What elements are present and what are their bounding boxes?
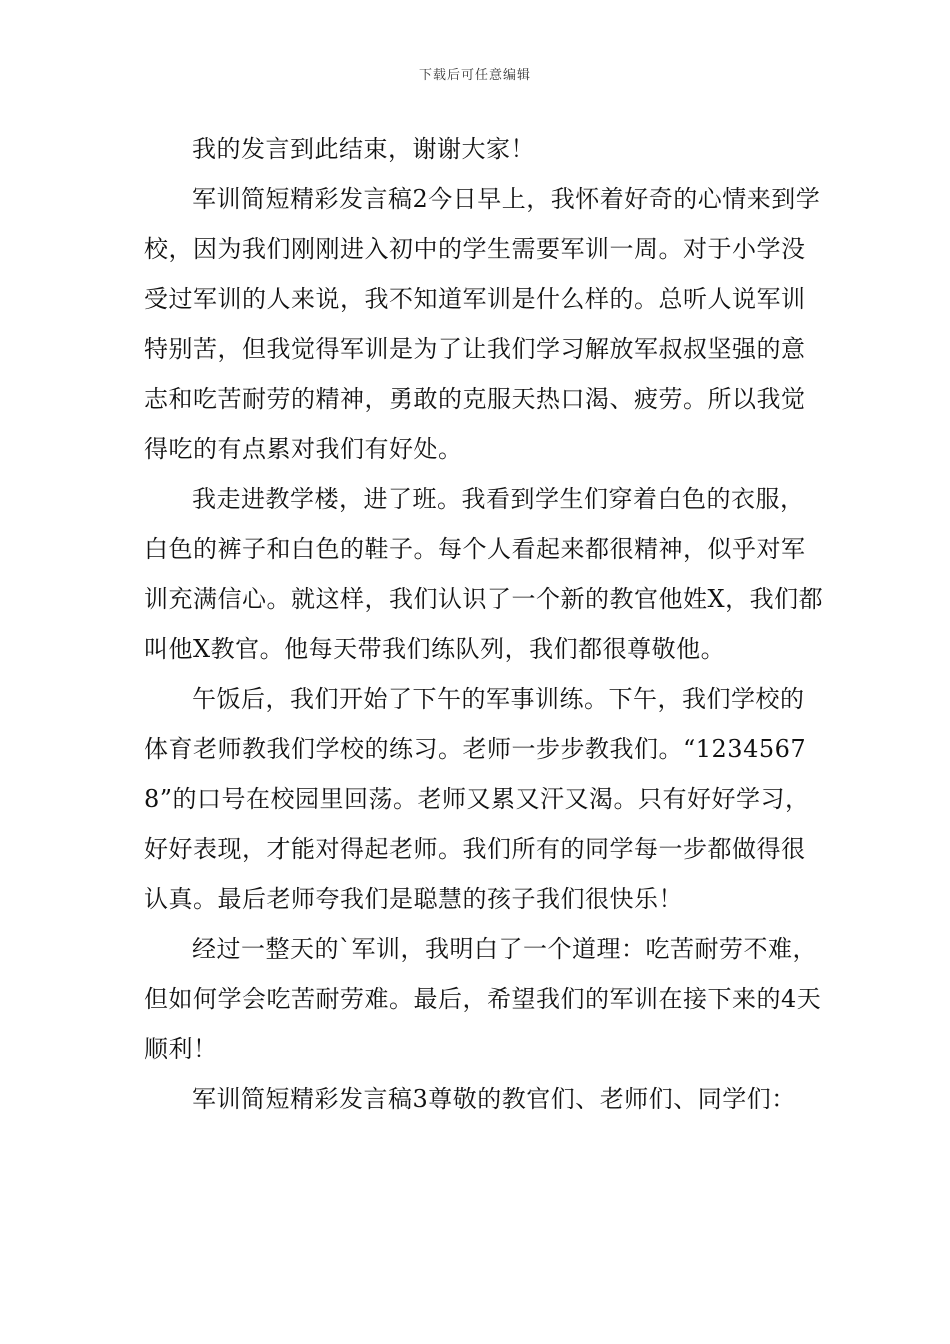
paragraph-lesson-learned: 经过一整天的`军训，我明白了一个道理：吃苦耐劳不难，但如何学会吃苦耐劳难。最后，希望我们的军训在接下来的4天顺利！ (144, 935, 822, 1063)
paragraph-speech-3-opening: 军训简短精彩发言稿3尊敬的教官们、老师们、同学们： (192, 1085, 796, 1113)
paragraph-closing: 我的发言到此结束，谢谢大家！ (192, 135, 535, 163)
paragraph-classroom: 我走进教学楼，进了班。我看到学生们穿着白色的衣服，白色的裤子和白色的鞋子。每个人看起来都很精神，似乎对军训充满信心。就这样，我们认识了一个新的教官他姓X，我们都叫他X教官。他每天带我们练队列，我们都很尊敬他。 (144, 485, 824, 663)
page-header: 下载后可任意编辑 (418, 68, 531, 83)
document-body (144, 124, 824, 1124)
paragraph-afternoon-training: 午饭后，我们开始了下午的军事训练。下午，我们学校的体育老师教我们学校的练习。老师一步步教我们。“12345678”的口号在校园里回荡。老师又累又汗又渴。只有好好学习，好好表现，才能对得起老师。我们所有的同学每一步都做得很认真。最后老师夸我们是聪慧的孩子我们很快乐！ (144, 685, 810, 913)
paragraph-speech-2-intro: 军训简短精彩发言稿2今日早上，我怀着好奇的心情来到学校，因为我们刚刚进入初中的学生需要军训一周。对于小学没受过军训的人来说，我不知道军训是什么样的。总听人说军训特别苦，但我觉得军训是为了让我们学习解放军叔叔坚强的意志和吃苦耐劳的精神，勇敢的克服天热口渴、疲劳。所以我觉得吃的有点累对我们有好处。 (144, 185, 821, 463)
